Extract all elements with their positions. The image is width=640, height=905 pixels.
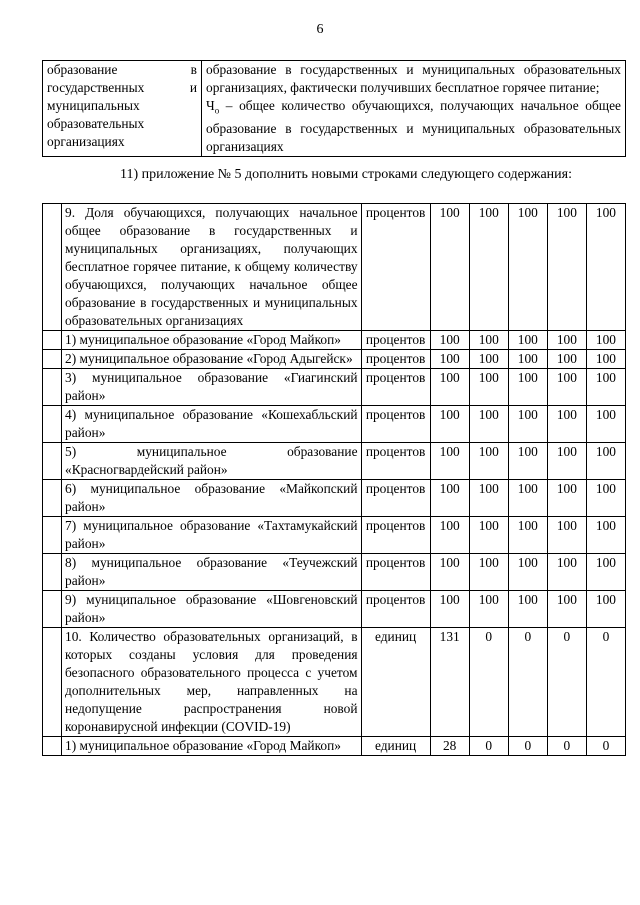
table-row bbox=[43, 737, 626, 756]
indicator-name: 4) муниципальное образование «Кошехабльский район» bbox=[62, 406, 362, 443]
indicator-value: 100 bbox=[586, 406, 625, 443]
indicator-value: 0 bbox=[547, 737, 586, 756]
indicator-value: 100 bbox=[586, 350, 625, 369]
indicator-value: 100 bbox=[430, 406, 469, 443]
indicator-value: 100 bbox=[508, 480, 547, 517]
indicator-value: 100 bbox=[586, 369, 625, 406]
table-row bbox=[43, 517, 626, 554]
indicator-value: 100 bbox=[547, 443, 586, 480]
indicator-value: 100 bbox=[547, 554, 586, 591]
formula-symbol-definition: – общее количество обучающихся, получающих начальное общее образование в государственных и муниципальных образовательных организациях bbox=[206, 98, 621, 154]
table-cell-left: образование в государственных и муниципальных образовательных организациях bbox=[43, 61, 202, 157]
indicator-value: 100 bbox=[547, 480, 586, 517]
indicator-value: 100 bbox=[469, 204, 508, 331]
indicators-table-body bbox=[43, 204, 626, 756]
indicator-value: 100 bbox=[586, 204, 625, 331]
indicator-value: 0 bbox=[508, 628, 547, 737]
indicator-value: 100 bbox=[508, 517, 547, 554]
indicator-unit: процентов bbox=[361, 204, 430, 331]
indicator-value: 100 bbox=[586, 443, 625, 480]
formula-description-1: образование в государственных и муниципальных образовательных организациях, фактически получивших бесплатное горячее питание; bbox=[206, 62, 621, 95]
table-cell-blank bbox=[43, 480, 62, 517]
table-row bbox=[43, 591, 626, 628]
indicator-value: 100 bbox=[469, 443, 508, 480]
indicator-value: 100 bbox=[508, 443, 547, 480]
table-row bbox=[43, 61, 626, 157]
table-cell-blank bbox=[43, 369, 62, 406]
indicator-value: 100 bbox=[469, 406, 508, 443]
indicator-name: 6) муниципальное образование «Майкопский район» bbox=[62, 480, 362, 517]
indicator-name: 7) муниципальное образование «Тахтамукайский район» bbox=[62, 517, 362, 554]
table-row bbox=[43, 406, 626, 443]
indicator-name: 1) муниципальное образование «Город Майкоп» bbox=[62, 331, 362, 350]
indicator-value: 100 bbox=[547, 350, 586, 369]
table-cell-blank bbox=[43, 554, 62, 591]
indicator-value: 100 bbox=[469, 331, 508, 350]
indicator-value: 100 bbox=[547, 591, 586, 628]
indicator-value: 0 bbox=[469, 628, 508, 737]
intro-paragraph: 11) приложение № 5 дополнить новыми строками следующего содержания: bbox=[120, 167, 572, 182]
table-row bbox=[43, 554, 626, 591]
indicator-value: 100 bbox=[508, 331, 547, 350]
indicator-value: 100 bbox=[586, 591, 625, 628]
indicator-unit: процентов bbox=[361, 443, 430, 480]
indicator-value: 100 bbox=[430, 480, 469, 517]
indicator-value: 100 bbox=[547, 369, 586, 406]
indicator-value: 100 bbox=[469, 480, 508, 517]
indicator-unit: процентов bbox=[361, 480, 430, 517]
continuation-table bbox=[42, 60, 626, 157]
formula-symbol-subscript: о bbox=[214, 105, 220, 116]
indicator-value: 28 bbox=[430, 737, 469, 756]
indicator-value: 100 bbox=[430, 350, 469, 369]
table-row bbox=[43, 369, 626, 406]
indicator-unit: процентов bbox=[361, 350, 430, 369]
table-row bbox=[43, 480, 626, 517]
indicator-value: 100 bbox=[469, 369, 508, 406]
indicator-value: 100 bbox=[430, 517, 469, 554]
indicator-value: 100 bbox=[508, 369, 547, 406]
indicator-value: 100 bbox=[547, 204, 586, 331]
indicator-value: 100 bbox=[508, 406, 547, 443]
indicator-name: 3) муниципальное образование «Гиагинский район» bbox=[62, 369, 362, 406]
indicator-unit: единиц bbox=[361, 737, 430, 756]
table-row bbox=[43, 628, 626, 737]
indicator-value: 100 bbox=[430, 369, 469, 406]
indicator-value: 100 bbox=[547, 331, 586, 350]
indicator-value: 100 bbox=[586, 554, 625, 591]
indicator-unit: процентов bbox=[361, 554, 430, 591]
indicator-value: 100 bbox=[430, 554, 469, 591]
indicator-value: 0 bbox=[586, 737, 625, 756]
indicator-name: 9. Доля обучающихся, получающих начальное общее образование в государственных и муниципальных организациях, получающих бесплатное горячее питание, к общему количеству обучающихся, получающих начальное общее образование в государственных и муниципальных образовательных организациях bbox=[62, 204, 362, 331]
table-cell-right bbox=[202, 61, 626, 157]
table-cell-blank bbox=[43, 517, 62, 554]
indicator-value: 100 bbox=[586, 331, 625, 350]
indicator-unit: единиц bbox=[361, 628, 430, 737]
indicator-name: 2) муниципальное образование «Город Адыгейск» bbox=[62, 350, 362, 369]
indicator-name: 8) муниципальное образование «Теучежский район» bbox=[62, 554, 362, 591]
indicator-value: 0 bbox=[547, 628, 586, 737]
indicator-value: 100 bbox=[586, 517, 625, 554]
indicator-value: 100 bbox=[430, 204, 469, 331]
table-cell-blank bbox=[43, 628, 62, 737]
table-cell-blank bbox=[43, 443, 62, 480]
indicator-unit: процентов bbox=[361, 406, 430, 443]
formula-description-2 bbox=[206, 97, 621, 156]
page-number: 6 bbox=[316, 22, 324, 37]
indicator-value: 0 bbox=[586, 628, 625, 737]
indicator-value: 100 bbox=[469, 591, 508, 628]
indicator-value: 0 bbox=[508, 737, 547, 756]
indicator-value: 100 bbox=[430, 591, 469, 628]
indicator-unit: процентов bbox=[361, 331, 430, 350]
formula-symbol: Ч bbox=[206, 98, 215, 113]
table-row bbox=[43, 443, 626, 480]
indicator-value: 0 bbox=[469, 737, 508, 756]
indicator-value: 131 bbox=[430, 628, 469, 737]
indicator-name: 10. Количество образовательных организаций, в которых созданы условия для проведения безопасного образовательного процесса с учетом дополнительных мер, направленных на недопущение распространения новой коронавирусной инфекции (COVID-19) bbox=[62, 628, 362, 737]
indicator-value: 100 bbox=[547, 406, 586, 443]
indicator-name: 1) муниципальное образование «Город Майкоп» bbox=[62, 737, 362, 756]
table-cell-blank bbox=[43, 406, 62, 443]
table-cell-blank bbox=[43, 350, 62, 369]
indicator-value: 100 bbox=[508, 204, 547, 331]
indicator-unit: процентов bbox=[361, 369, 430, 406]
indicator-value: 100 bbox=[508, 554, 547, 591]
table-cell-blank bbox=[43, 591, 62, 628]
indicator-unit: процентов bbox=[361, 517, 430, 554]
indicator-name: 9) муниципальное образование «Шовгеновский район» bbox=[62, 591, 362, 628]
table-row bbox=[43, 331, 626, 350]
indicator-value: 100 bbox=[586, 480, 625, 517]
indicator-unit: процентов bbox=[361, 591, 430, 628]
table-cell-blank bbox=[43, 737, 62, 756]
indicator-name: 5) муниципальное образование «Красногвардейский район» bbox=[62, 443, 362, 480]
indicator-value: 100 bbox=[469, 350, 508, 369]
indicators-table bbox=[42, 203, 626, 756]
table-cell-blank bbox=[43, 204, 62, 331]
indicator-value: 100 bbox=[469, 554, 508, 591]
indicator-value: 100 bbox=[430, 443, 469, 480]
indicator-value: 100 bbox=[469, 517, 508, 554]
indicator-value: 100 bbox=[547, 517, 586, 554]
table-row bbox=[43, 204, 626, 331]
indicator-value: 100 bbox=[508, 350, 547, 369]
indicator-value: 100 bbox=[430, 331, 469, 350]
table-cell-blank bbox=[43, 331, 62, 350]
table-row bbox=[43, 350, 626, 369]
indicator-value: 100 bbox=[508, 591, 547, 628]
